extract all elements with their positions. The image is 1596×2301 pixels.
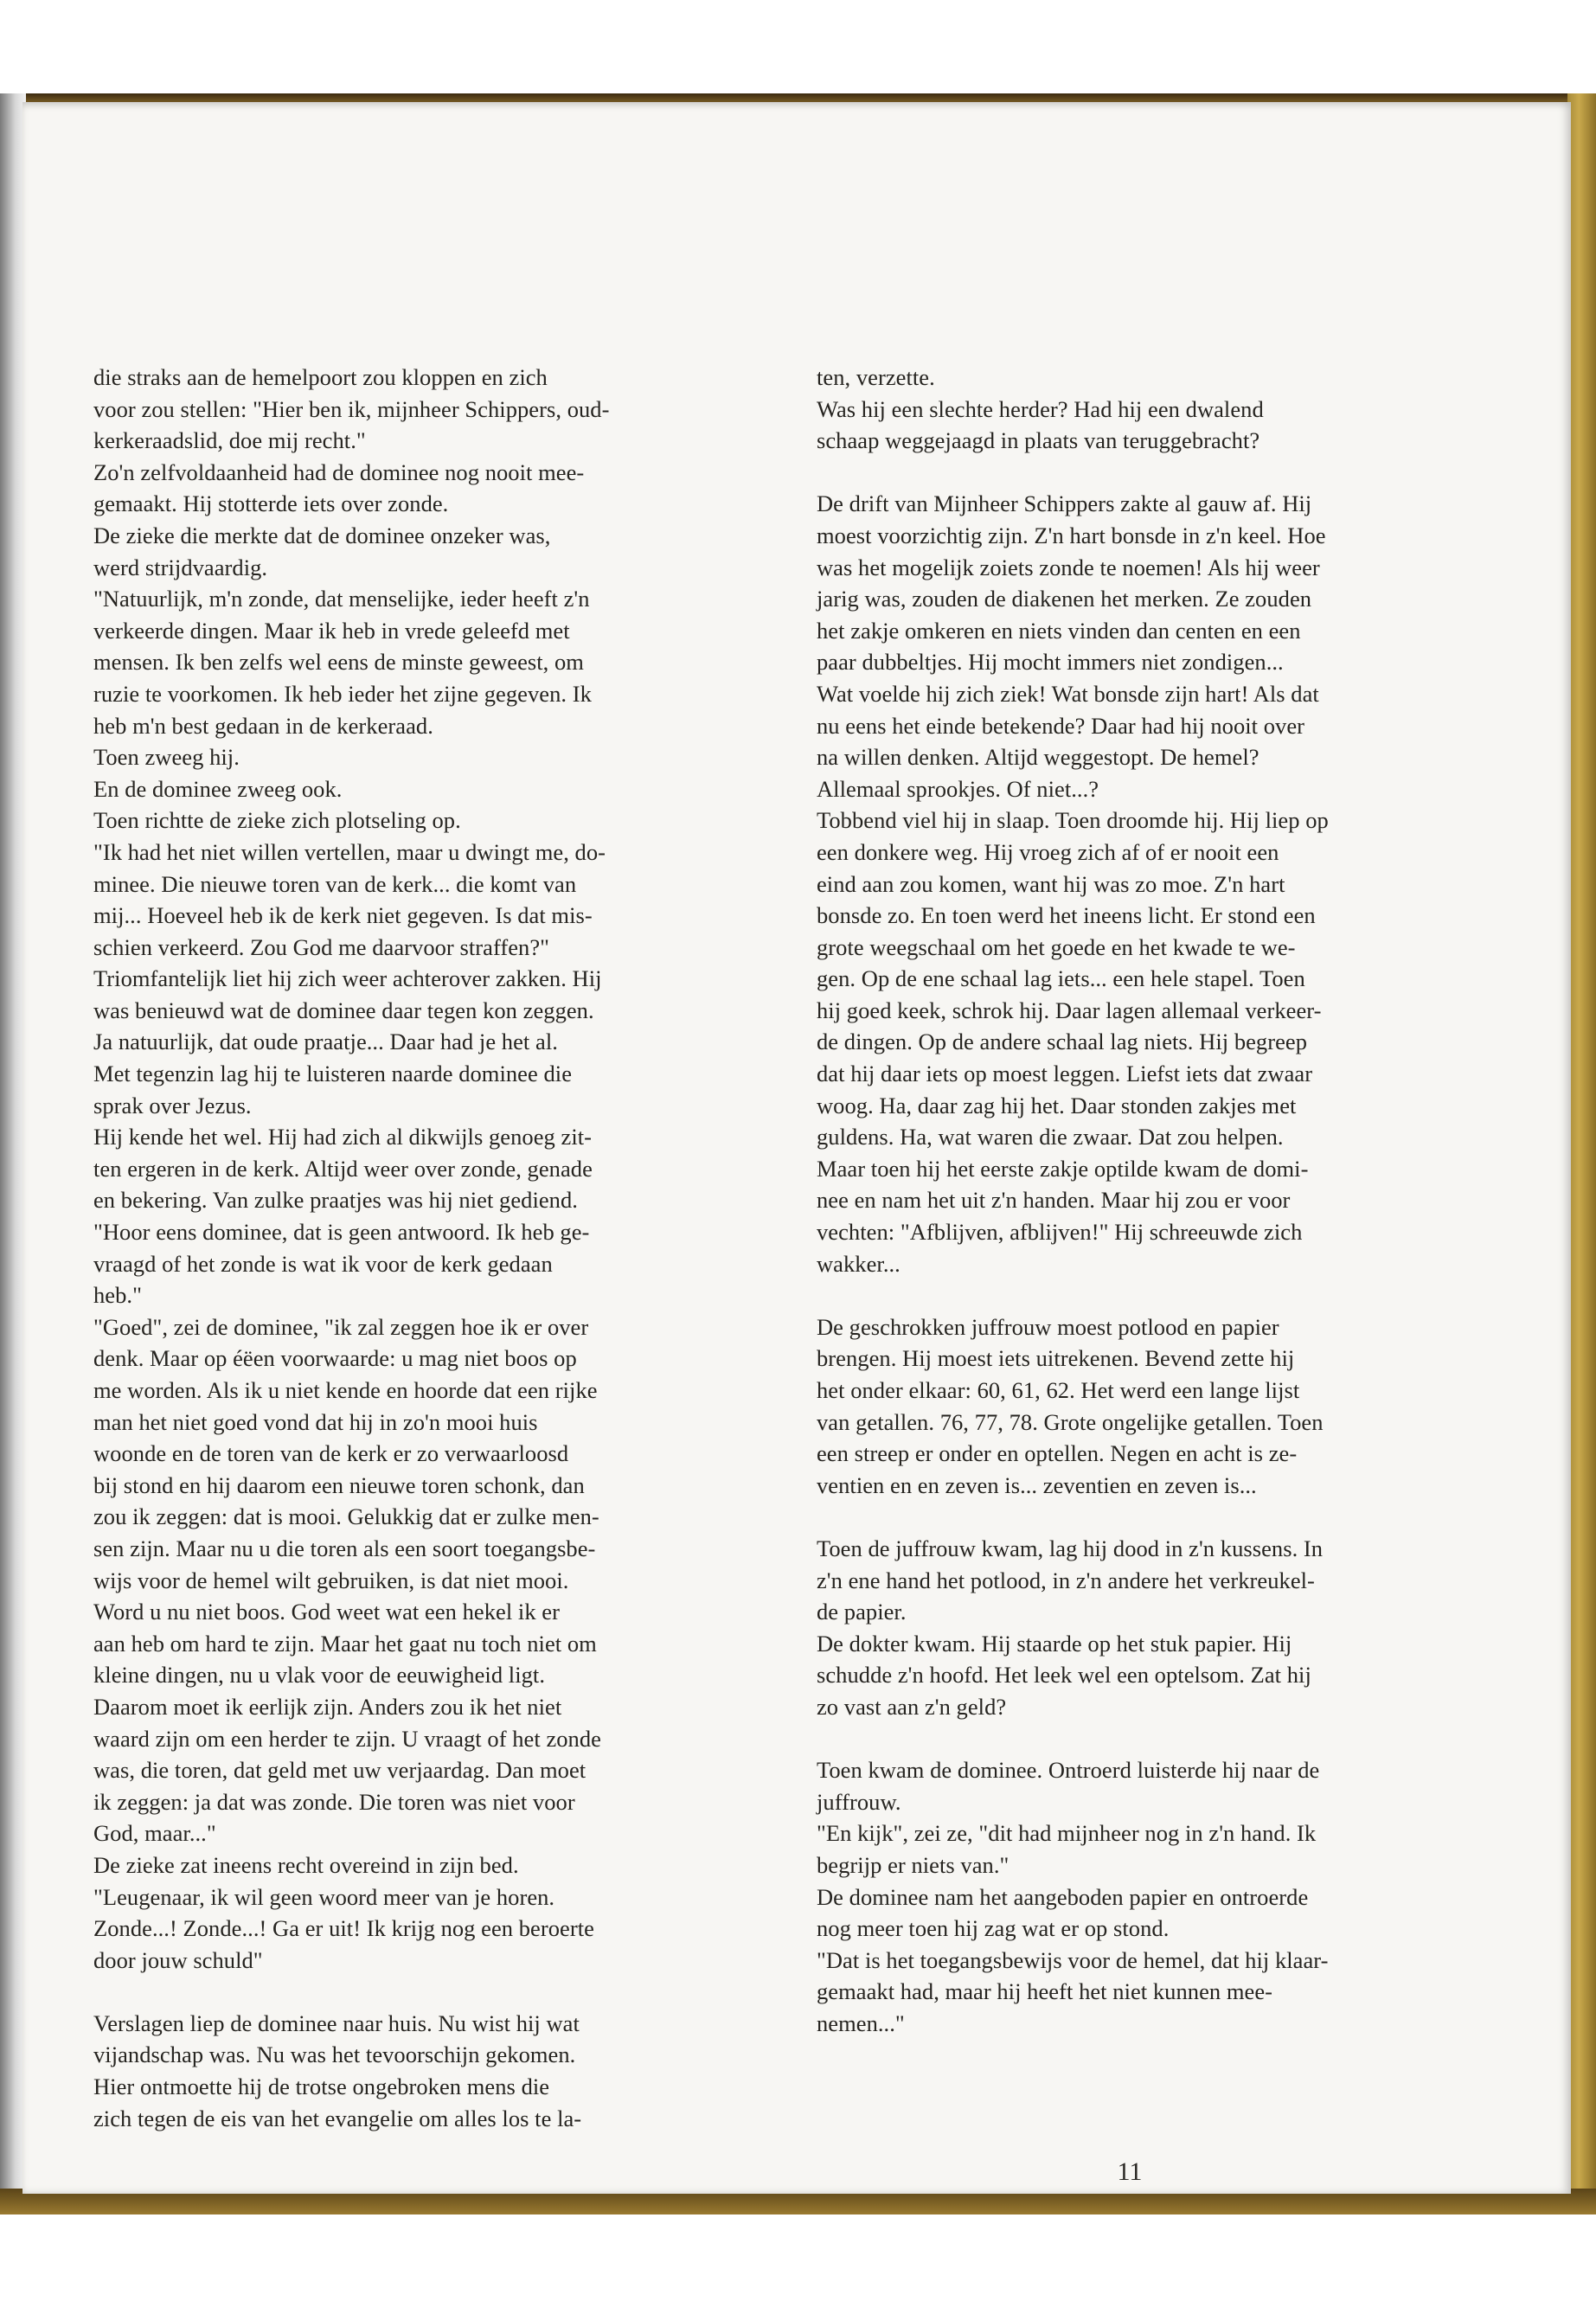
paragraph: Triomfantelijk liet hij zich weer achterover zakken. Hij was benieuwd wat de dominee daar tegen kon zeggen. [93,965,602,1023]
paragraph: Hij kende het wel. Hij had zich al dikwijls genoeg zit- ten ergeren in de kerk. Altijd weer over zonde, genade en bekering. Van zulke praatjes was hij niet gediend. [93,1124,593,1214]
paragraph: Verslagen liep de dominee naar huis. Nu wist hij wat vijandschap was. Nu was het tevoorschijn gekomen. Hier ontmoette hij de trotse ongebroken mens die zich tegen de eis van het evangelie om alles los te la- [93,2009,582,2131]
paragraph: Toen zweeg hij. [93,744,240,771]
paragraph: Was hij een slechte herder? Had hij een dwalend schaap weggejaagd in plaats van teruggebracht? [817,395,1264,454]
paragraph: En de dominee zweeg ook. [93,775,343,802]
paragraph: De zieke die merkte dat de dominee onzeker was, werd strijdvaardig. [93,522,551,580]
page-number: 11 [1117,2157,1143,2186]
paragraph: "Natuurlijk, m'n zonde, dat menselijke, ieder heeft z'n verkeerde dingen. Maar ik heb in vrede geleefd met mensen. Ik ben zelfs wel eens de minste geweest, om ruzie te voorkomen. Ik heb ieder het zijne gegeven. Ik heb m'n best gedaan in de kerkeraad. [93,586,592,739]
paragraph: Toen richtte de zieke zich plotseling op. [93,807,461,834]
paragraph: "Dat is het toegangsbewijs voor de hemel, dat hij klaar- gemaakt had, maar hij heeft het niet kunnen mee- nemen..." [817,1946,1329,2036]
paragraph: Toen de juffrouw kwam, lag hij dood in z'n kussens. In z'n ene hand het potlood, in z'n andere het verkreukel- de papier. [817,1535,1324,1625]
paragraph: Tobbend viel hij in slaap. Toen droomde hij. Hij liep op een donkere weg. Hij vroeg zich af of er nooit een eind aan zou komen, want hij was zo moe. Z'n hart bonsde zo. En toen werd het ineens licht. Er stond een grote weegschaal om het goede en het kwade te we- gen. Op de ene schaal lag iets... een hele stapel. Toen hij goed keek, schrok hij. Daar lagen allemaal verkeer- de dingen. Op de andere schaal lag niets. Hij begreep dat hij daar iets op moest leggen. Liefst iets dat zwaar woog. Ha, daar zag hij het. Daar stonden zakjes met guldens. Ha, wat waren die zwaar. Dat zou helpen. Maar toen hij het eerste zakje optilde kwam de domi- nee en nam het uit z'n handen. Maar hij zou er voor vechten: "Afblijven, afblijven!" Hij schreeuwde zich wakker... [817,807,1329,1277]
paragraph: "Leugenaar, ik wil geen woord meer van je horen. Zonde...! Zonde...! Ga er uit! Ik krijg nog een beroerte door jouw schuld" [93,1883,594,1973]
paragraph: De geschrokken juffrouw moest potlood en papier brengen. Hij moest iets uitrekenen. Bevend zette hij het onder elkaar: 60, 61, 62. Het werd een lange lijst van getallen. 76, 77, 78. Grote ongelijke getallen. Toen een streep er onder en optellen. Negen en acht is ze- ventien en en zeven is... zeventien en zeven is... [817,1313,1324,1498]
paragraph: ten, verzette. [817,364,935,390]
paragraph: Toen kwam de dominee. Ontroerd luisterde hij naar de juffrouw. [817,1757,1320,1815]
paragraph: die straks aan de hemelpoort zou kloppen en zich voor zou stellen: "Hier ben ik, mijnheer Schippers, oud- kerkeraadslid, doe mij recht." [93,364,610,454]
paragraph: "Ik had het niet willen vertellen, maar u dwingt me, do- minee. Die nieuwe toren van de kerk... die komt van mij... Hoeveel heb ik de kerk niet gegeven. Is dat mis- schien verkeerd. Zou God me daarvoor straffen?" [93,838,606,960]
paragraph: Wat voelde hij zich ziek! Wat bonsde zijn hart! Als dat nu eens het einde betekende? Daar had hij nooit over na willen denken. Altijd weggestopt. De hemel? [817,680,1319,771]
book-cover-right-edge [1567,93,1596,2213]
book-page [22,102,1571,2194]
paragraph: Zo'n zelfvoldaanheid had de dominee nog nooit mee- gemaakt. Hij stotterde iets over zonde. [93,458,585,517]
paragraph: Allemaal sprookjes. Of niet...? [817,775,1099,802]
paragraph: "En kijk", zei ze, "dit had mijnheer nog in z'n hand. Ik begrijp er niets van." [817,1820,1317,1878]
paragraph: Met tegenzin lag hij te luisteren naarde dominee die sprak over Jezus. [93,1061,573,1118]
paragraph: "Goed", zei de dominee, "ik zal zeggen hoe ik er over denk. Maar op éëen voorwaarde: u mag niet boos op me worden. Als ik u niet kende en hoorde dat een rijke man het niet goed vond dat hij in zo'n mooi huis woonde en de toren van de kerk er zo verwaarloosd bij stond en hij daarom een nieuwe toren schonk, dan zou ik zeggen: dat is mooi. Gelukkig dat er zulke men- sen zijn. Maar nu u die toren als een soort toegangsbe- wijs voor de hemel wilt gebruiken, is dat niet mooi. Word u nu niet boos. God weet wat een hekel ik er aan heb om hard te zijn. Maar het gaat nu toch niet om kleine dingen, nu u vlak voor de eeuwigheid ligt. Daarom moet ik eerlijk zijn. Anders zou ik het niet waard zijn om een herder te zijn. U vraagt of het zonde was, die toren, dat geld met uw verjaardag. Dan moet ik zeggen: ja dat was zonde. Die toren was niet voor God, maar..." [93,1313,601,1847]
paragraph: De zieke zat ineens recht overeind in zijn bed. [93,1851,519,1878]
paragraph: De dokter kwam. Hij staarde op het stuk papier. Hij schudde z'n hoofd. Het leek wel een optelsom. Zat hij zo vast aan z'n geld? [817,1630,1311,1720]
paragraph: "Hoor eens dominee, dat is geen antwoord. Ik heb ge- vraagd of het zonde is wat ik voor de kerk gedaan heb." [93,1219,590,1309]
paragraph: Ja natuurlijk, dat oude praatje... Daar had je het al. [93,1029,558,1055]
text-column-right [817,362,1457,2039]
paragraph: De drift van Mijnheer Schippers zakte al gauw af. Hij moest voorzichtig zijn. Z'n hart bonsde in z'n keel. Hoe was het mogelijk zoiets zonde te noemen! Als hij weer jarig was, zouden de diakenen het merken. Ze zouden het zakje omkeren en niets vinden dan centen en een paar dubbeltjes. Hij mocht immers niet zondigen... [817,490,1326,676]
paragraph: De dominee nam het aangeboden papier en ontroerde nog meer toen hij zag wat er op stond. [817,1883,1309,1942]
text-column-left [93,362,734,2134]
